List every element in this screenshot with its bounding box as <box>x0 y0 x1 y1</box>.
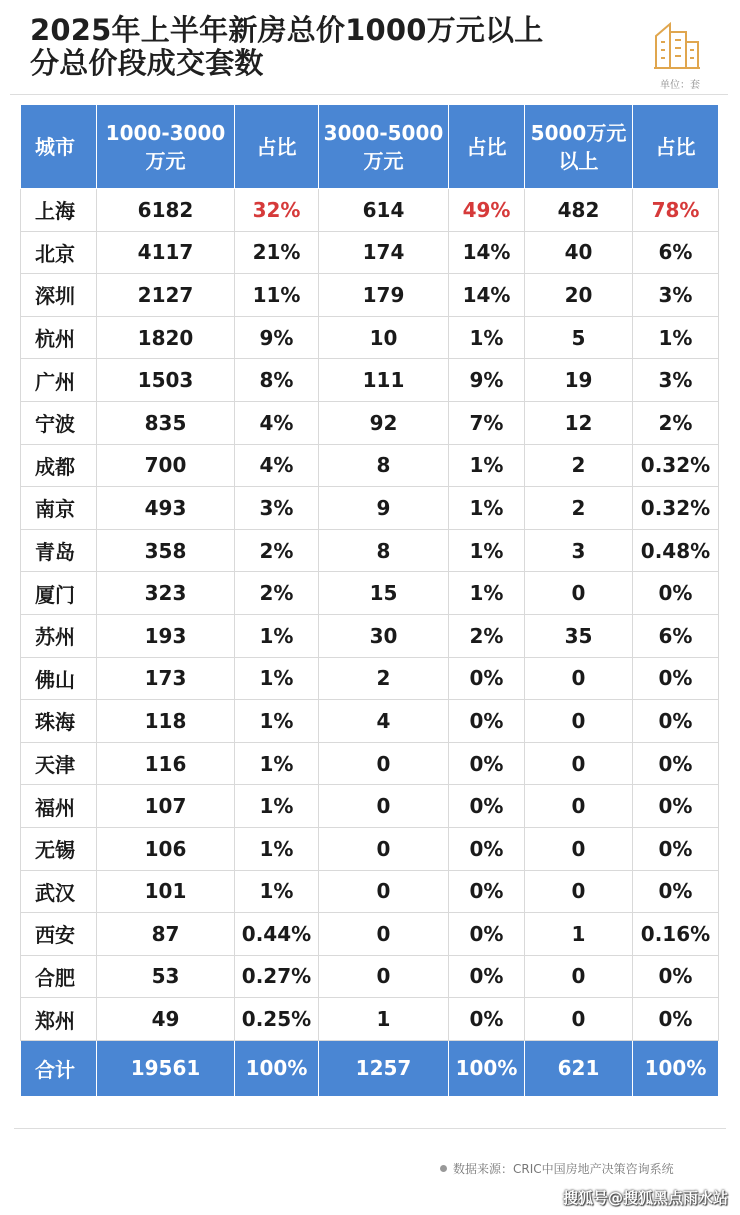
cell-count-3000-5000: 0 <box>319 955 449 998</box>
table-row <box>21 444 719 487</box>
cell-share-2: 0% <box>449 870 525 913</box>
header-city <box>21 105 97 189</box>
cell-share-2: 0% <box>449 913 525 956</box>
cell-count-1000-3000: 101 <box>97 870 235 913</box>
cell-share-3: 2% <box>633 401 719 444</box>
cell-count-1000-3000: 116 <box>97 742 235 785</box>
cell-count-1000-3000: 173 <box>97 657 235 700</box>
cell-count-5000-plus: 35 <box>525 614 633 657</box>
footer-divider <box>14 1128 726 1129</box>
cell-share-3: 0.32% <box>633 487 719 530</box>
cell-share-1: 0.44% <box>235 913 319 956</box>
cell-city: 上海 <box>21 189 97 232</box>
table-row <box>21 955 719 998</box>
cell-city: 北京 <box>21 231 97 274</box>
table-body <box>21 189 719 1041</box>
table-row <box>21 231 719 274</box>
cell-city: 深圳 <box>21 274 97 317</box>
cell-share-1: 2% <box>235 572 319 615</box>
cell-count-5000-plus: 40 <box>525 231 633 274</box>
cell-city: 宁波 <box>21 401 97 444</box>
table-header-row <box>21 105 719 189</box>
cell-count-3000-5000: 10 <box>319 316 449 359</box>
cell-count-3000-5000: 15 <box>319 572 449 615</box>
total-cell-city: 合计 <box>21 1040 97 1096</box>
header-label-line: 占比 <box>655 134 696 159</box>
cell-share-3: 0% <box>633 870 719 913</box>
total-cell-share-2: 100% <box>449 1040 525 1096</box>
header-label-line: 万元 <box>363 148 404 173</box>
cell-share-1: 1% <box>235 700 319 743</box>
cell-count-3000-5000: 614 <box>319 189 449 232</box>
cell-count-5000-plus: 0 <box>525 998 633 1041</box>
cell-share-1: 1% <box>235 742 319 785</box>
cell-share-1: 1% <box>235 614 319 657</box>
cell-share-1: 4% <box>235 401 319 444</box>
cell-city: 武汉 <box>21 870 97 913</box>
title-line-2: 分总价段成交套数 <box>30 46 264 80</box>
table-row <box>21 998 719 1041</box>
building-icon <box>652 18 702 72</box>
cell-count-5000-plus: 0 <box>525 827 633 870</box>
cell-count-5000-plus: 0 <box>525 657 633 700</box>
header-range-1000-3000 <box>97 105 235 189</box>
cell-share-2: 0% <box>449 742 525 785</box>
cell-share-1: 1% <box>235 785 319 828</box>
title-line-1: 2025年上半年新房总价1000万元以上 <box>30 13 544 47</box>
table-row <box>21 189 719 232</box>
cell-count-3000-5000: 30 <box>319 614 449 657</box>
table-row <box>21 785 719 828</box>
cell-share-1: 0.27% <box>235 955 319 998</box>
cell-share-3: 0% <box>633 827 719 870</box>
total-cell-share-3: 100% <box>633 1040 719 1096</box>
cell-count-3000-5000: 1 <box>319 998 449 1041</box>
cell-share-2: 7% <box>449 401 525 444</box>
header-label-line: 城市 <box>35 134 75 159</box>
cell-count-1000-3000: 2127 <box>97 274 235 317</box>
header-label-line: 3000-5000 <box>323 120 444 145</box>
cell-count-5000-plus: 3 <box>525 529 633 572</box>
cell-share-2: 0% <box>449 827 525 870</box>
cell-count-1000-3000: 323 <box>97 572 235 615</box>
unit-label: 单位：套 <box>660 80 700 91</box>
cell-share-2: 1% <box>449 444 525 487</box>
cell-count-1000-3000: 118 <box>97 700 235 743</box>
cell-count-3000-5000: 4 <box>319 700 449 743</box>
cell-count-3000-5000: 0 <box>319 742 449 785</box>
header-range-3000-5000 <box>319 105 449 189</box>
header-range-5000-plus <box>525 105 633 189</box>
cell-share-1: 0.25% <box>235 998 319 1041</box>
cell-share-3: 0% <box>633 785 719 828</box>
cell-city: 福州 <box>21 785 97 828</box>
cell-count-1000-3000: 835 <box>97 401 235 444</box>
cell-city: 苏州 <box>21 614 97 657</box>
cell-count-5000-plus: 0 <box>525 785 633 828</box>
cell-count-1000-3000: 700 <box>97 444 235 487</box>
cell-city: 天津 <box>21 742 97 785</box>
cell-share-3: 0% <box>633 572 719 615</box>
header-share-1 <box>235 105 319 189</box>
cell-share-3: 0.16% <box>633 913 719 956</box>
cell-share-2: 1% <box>449 572 525 615</box>
table-row <box>21 401 719 444</box>
bullet-icon <box>440 1165 447 1172</box>
cell-share-2: 9% <box>449 359 525 402</box>
cell-share-3: 0% <box>633 657 719 700</box>
cell-share-3: 3% <box>633 274 719 317</box>
cell-share-2: 1% <box>449 529 525 572</box>
table-row <box>21 700 719 743</box>
cell-count-5000-plus: 0 <box>525 742 633 785</box>
cell-count-3000-5000: 8 <box>319 529 449 572</box>
cell-share-1: 1% <box>235 870 319 913</box>
cell-share-2: 49% <box>449 189 525 232</box>
table-row <box>21 913 719 956</box>
cell-share-1: 11% <box>235 274 319 317</box>
cell-share-2: 0% <box>449 657 525 700</box>
cell-count-5000-plus: 2 <box>525 487 633 530</box>
cell-count-3000-5000: 0 <box>319 913 449 956</box>
cell-share-3: 1% <box>633 316 719 359</box>
cell-share-3: 0% <box>633 998 719 1041</box>
cell-count-5000-plus: 0 <box>525 572 633 615</box>
header-label-line: 5000万元 <box>530 120 627 145</box>
header <box>0 0 740 96</box>
cell-count-3000-5000: 174 <box>319 231 449 274</box>
cell-count-5000-plus: 1 <box>525 913 633 956</box>
cell-count-3000-5000: 179 <box>319 274 449 317</box>
header-label-line: 以上 <box>558 148 599 173</box>
cell-count-3000-5000: 9 <box>319 487 449 530</box>
cell-count-1000-3000: 106 <box>97 827 235 870</box>
cell-share-1: 4% <box>235 444 319 487</box>
header-label-line: 1000-3000 <box>105 120 226 145</box>
table-row <box>21 274 719 317</box>
cell-count-1000-3000: 493 <box>97 487 235 530</box>
cell-share-3: 0% <box>633 700 719 743</box>
cell-share-2: 0% <box>449 998 525 1041</box>
cell-share-2: 14% <box>449 274 525 317</box>
header-label-line: 万元 <box>145 148 186 173</box>
data-table-container <box>20 104 718 1097</box>
cell-city: 杭州 <box>21 316 97 359</box>
cell-share-2: 0% <box>449 785 525 828</box>
cell-count-3000-5000: 111 <box>319 359 449 402</box>
cell-city: 成都 <box>21 444 97 487</box>
cell-count-5000-plus: 482 <box>525 189 633 232</box>
cell-share-3: 0.32% <box>633 444 719 487</box>
cell-count-1000-3000: 358 <box>97 529 235 572</box>
header-label-line: 占比 <box>256 134 297 159</box>
cell-share-3: 6% <box>633 614 719 657</box>
cell-city: 合肥 <box>21 955 97 998</box>
header-label-line: 占比 <box>466 134 507 159</box>
cell-count-3000-5000: 2 <box>319 657 449 700</box>
cell-city: 青岛 <box>21 529 97 572</box>
data-source <box>440 1160 730 1177</box>
cell-share-1: 21% <box>235 231 319 274</box>
total-cell-share-1: 100% <box>235 1040 319 1096</box>
cell-count-5000-plus: 0 <box>525 870 633 913</box>
cell-count-1000-3000: 1503 <box>97 359 235 402</box>
cell-share-2: 0% <box>449 955 525 998</box>
cell-share-1: 32% <box>235 189 319 232</box>
cell-count-5000-plus: 12 <box>525 401 633 444</box>
cell-city: 西安 <box>21 913 97 956</box>
cell-share-3: 0% <box>633 742 719 785</box>
header-share-3 <box>633 105 719 189</box>
table-row <box>21 529 719 572</box>
cell-count-5000-plus: 20 <box>525 274 633 317</box>
table-row <box>21 572 719 615</box>
total-cell-count-1000-3000: 19561 <box>97 1040 235 1096</box>
table-row <box>21 827 719 870</box>
cell-count-5000-plus: 2 <box>525 444 633 487</box>
cell-count-1000-3000: 49 <box>97 998 235 1041</box>
total-row <box>21 1040 719 1096</box>
cell-share-2: 1% <box>449 316 525 359</box>
cell-count-1000-3000: 87 <box>97 913 235 956</box>
cell-count-5000-plus: 0 <box>525 955 633 998</box>
cell-count-1000-3000: 193 <box>97 614 235 657</box>
header-share-2 <box>449 105 525 189</box>
cell-share-2: 0% <box>449 700 525 743</box>
page-title <box>30 14 630 80</box>
cell-share-2: 14% <box>449 231 525 274</box>
cell-count-1000-3000: 107 <box>97 785 235 828</box>
cell-share-1: 9% <box>235 316 319 359</box>
table-row <box>21 487 719 530</box>
cell-share-3: 78% <box>633 189 719 232</box>
cell-share-1: 1% <box>235 827 319 870</box>
cell-city: 南京 <box>21 487 97 530</box>
cell-share-1: 3% <box>235 487 319 530</box>
cell-count-3000-5000: 92 <box>319 401 449 444</box>
cell-share-3: 3% <box>633 359 719 402</box>
cell-count-3000-5000: 8 <box>319 444 449 487</box>
cell-share-3: 6% <box>633 231 719 274</box>
total-cell-count-5000-plus: 621 <box>525 1040 633 1096</box>
cell-count-1000-3000: 6182 <box>97 189 235 232</box>
cell-city: 佛山 <box>21 657 97 700</box>
cell-count-1000-3000: 53 <box>97 955 235 998</box>
cell-city: 厦门 <box>21 572 97 615</box>
cell-count-1000-3000: 4117 <box>97 231 235 274</box>
byline: 搜狐号@搜狐黑点雨水站 <box>562 1189 728 1207</box>
table-row <box>21 742 719 785</box>
cell-city: 郑州 <box>21 998 97 1041</box>
cell-share-2: 2% <box>449 614 525 657</box>
cell-share-3: 0.48% <box>633 529 719 572</box>
total-cell-count-3000-5000: 1257 <box>319 1040 449 1096</box>
cell-count-1000-3000: 1820 <box>97 316 235 359</box>
cell-share-3: 0% <box>633 955 719 998</box>
cell-city: 广州 <box>21 359 97 402</box>
cell-share-1: 8% <box>235 359 319 402</box>
source-text: 数据来源：CRIC中国房地产决策咨询系统 <box>453 1162 674 1176</box>
cell-count-5000-plus: 5 <box>525 316 633 359</box>
cell-count-5000-plus: 19 <box>525 359 633 402</box>
cell-count-3000-5000: 0 <box>319 870 449 913</box>
cell-share-2: 1% <box>449 487 525 530</box>
cell-share-1: 2% <box>235 529 319 572</box>
cell-city: 无锡 <box>21 827 97 870</box>
table-row <box>21 359 719 402</box>
cell-count-3000-5000: 0 <box>319 785 449 828</box>
cell-count-3000-5000: 0 <box>319 827 449 870</box>
table-row <box>21 657 719 700</box>
header-divider <box>10 94 728 95</box>
cell-count-5000-plus: 0 <box>525 700 633 743</box>
table-row <box>21 316 719 359</box>
table-row <box>21 870 719 913</box>
table-row <box>21 614 719 657</box>
transaction-table <box>20 104 719 1097</box>
cell-share-1: 1% <box>235 657 319 700</box>
cell-city: 珠海 <box>21 700 97 743</box>
